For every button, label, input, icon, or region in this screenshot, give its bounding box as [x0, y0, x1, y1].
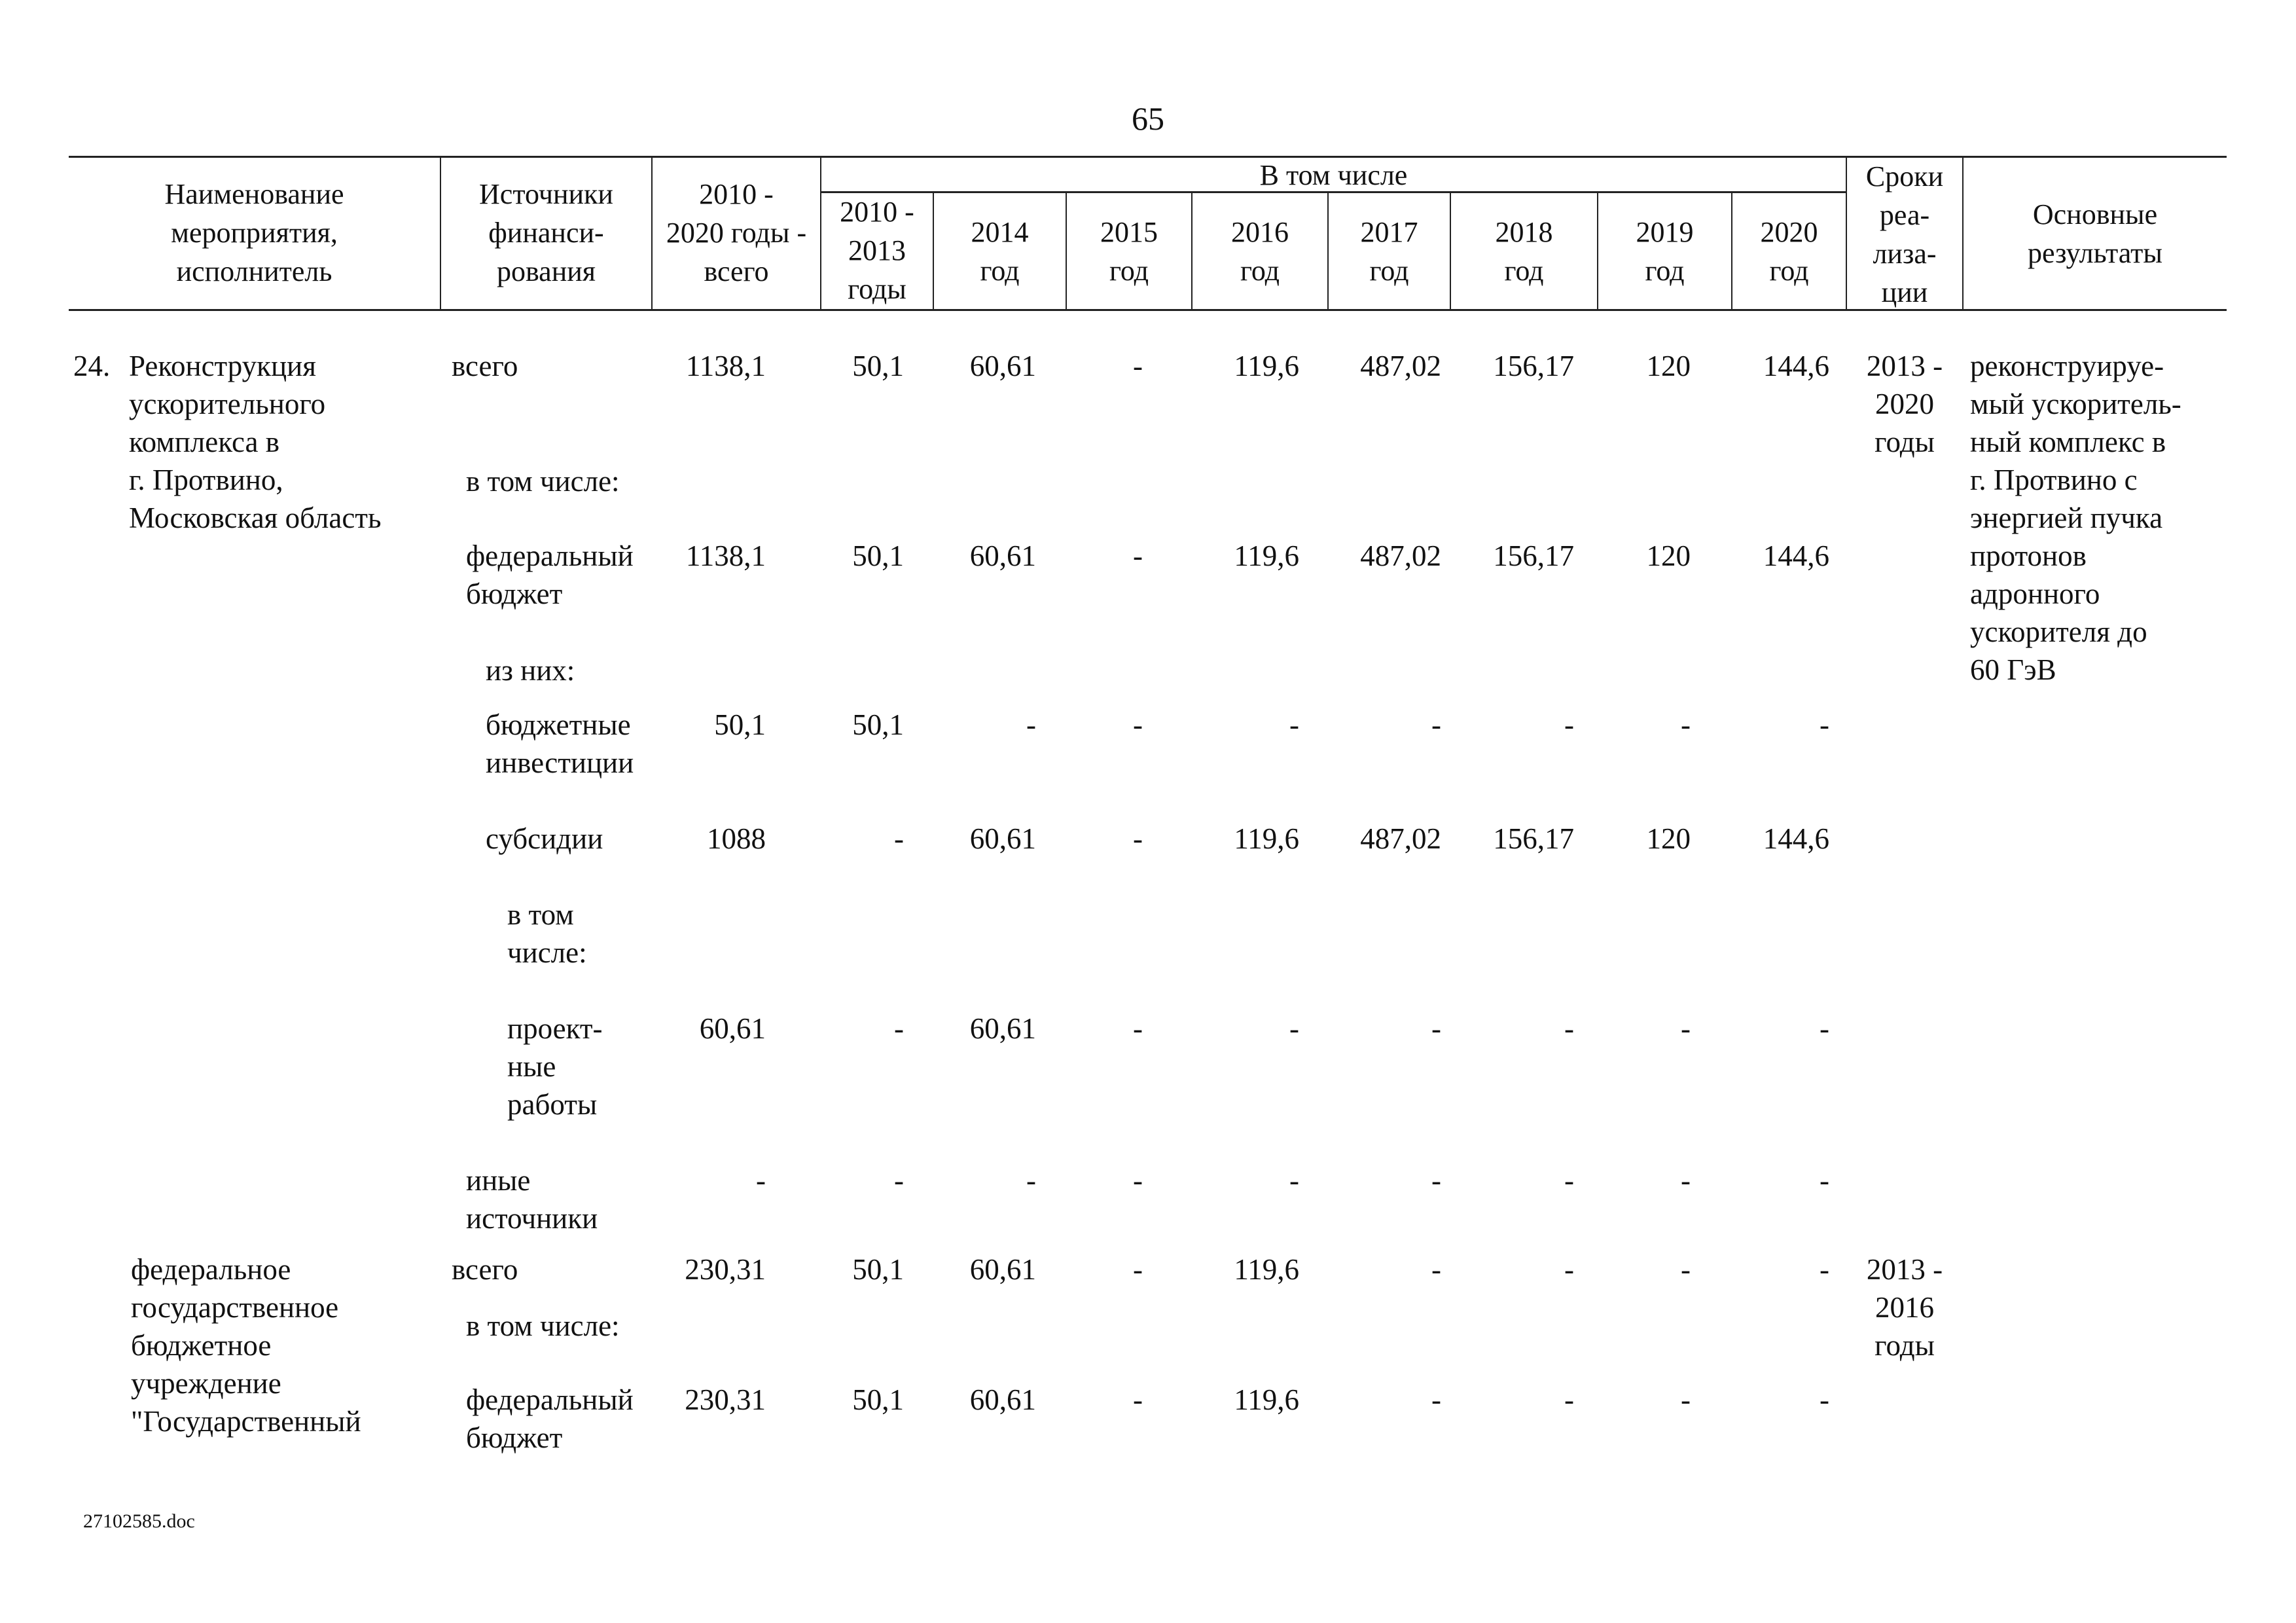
- cell-2015: -: [1133, 1253, 1143, 1286]
- cell-total: 230,31: [685, 1383, 766, 1416]
- header-sources: Источники финанси- рования: [479, 178, 613, 287]
- header-name: Наименование мероприятия, исполнитель: [164, 178, 344, 287]
- header-2014: 2014 год: [971, 216, 1029, 287]
- cell-2014: 60,61: [969, 1253, 1036, 1286]
- cell-2020: -: [1820, 1383, 1829, 1416]
- executor-name: федеральное государственное бюджетное учреждение "Государственный: [131, 1253, 361, 1438]
- cell-2015: -: [1133, 1012, 1143, 1045]
- cell-2016: 119,6: [1234, 1383, 1299, 1416]
- cell-2019: -: [1681, 1164, 1691, 1197]
- cell-2010-2013: 50,1: [852, 1253, 904, 1286]
- header-total: 2010 - 2020 годы - всего: [666, 178, 807, 287]
- item-term: 2013 - 2020 годы: [1866, 350, 1943, 458]
- cell-2017: -: [1431, 1012, 1441, 1045]
- cell-2018: 156,17: [1493, 822, 1574, 855]
- cell-2020: -: [1820, 1253, 1829, 1286]
- cell-2016: 119,6: [1234, 1253, 1299, 1286]
- cell-total: 1138,1: [685, 350, 766, 382]
- row-label: бюджетные инвестиции: [486, 708, 634, 779]
- cell-2015: -: [1133, 1164, 1143, 1197]
- cell-2016: -: [1289, 1012, 1299, 1045]
- row-label: федеральный бюджет: [466, 1383, 634, 1454]
- cell-2014: -: [1026, 708, 1036, 741]
- cell-2010-2013: 50,1: [852, 1383, 904, 1416]
- cell-2019: -: [1681, 708, 1691, 741]
- header-2017: 2017 год: [1360, 216, 1418, 287]
- row-label: из них:: [486, 654, 575, 687]
- header-2018: 2018 год: [1495, 216, 1553, 287]
- header-2020: 2020 год: [1760, 216, 1818, 287]
- cell-2019: -: [1681, 1383, 1691, 1416]
- cell-2019: 120: [1646, 539, 1691, 572]
- cell-2014: -: [1026, 1164, 1036, 1197]
- cell-total: 50,1: [714, 708, 766, 741]
- cell-2010-2013: 50,1: [852, 350, 904, 382]
- cell-2018: 156,17: [1493, 350, 1574, 382]
- row-label: субсидии: [486, 822, 603, 855]
- row-label: всего: [452, 350, 518, 382]
- cell-2010-2013: 50,1: [852, 708, 904, 741]
- row-label: федеральный бюджет: [466, 539, 634, 610]
- cell-total: 1138,1: [685, 539, 766, 572]
- cell-2017: 487,02: [1360, 822, 1441, 855]
- cell-2014: 60,61: [969, 539, 1036, 572]
- cell-total: 230,31: [685, 1253, 766, 1286]
- cell-2018: 156,17: [1493, 539, 1574, 572]
- item-number: 24.: [73, 350, 111, 382]
- cell-2019: 120: [1646, 350, 1691, 382]
- cell-2020: -: [1820, 708, 1829, 741]
- cell-2014: 60,61: [969, 1012, 1036, 1045]
- cell-2015: -: [1133, 708, 1143, 741]
- cell-2019: -: [1681, 1012, 1691, 1045]
- item-name: Реконструкция ускорительного комплекса в г. Протвино, Московская область: [129, 350, 382, 534]
- cell-2016: 119,6: [1234, 350, 1299, 382]
- header-2010-2013: 2010 - 2013 годы: [840, 196, 914, 305]
- row-label: в том числе:: [507, 898, 587, 969]
- cell-2019: -: [1681, 1253, 1691, 1286]
- header-2015: 2015 год: [1100, 216, 1158, 287]
- row-label: всего: [452, 1253, 518, 1286]
- page-number: 65: [1132, 100, 1164, 137]
- cell-total: -: [756, 1164, 766, 1197]
- cell-2017: -: [1431, 708, 1441, 741]
- cell-2017: -: [1431, 1383, 1441, 1416]
- cell-2018: -: [1564, 1164, 1574, 1197]
- row-label: проект- ные работы: [507, 1012, 603, 1121]
- cell-2017: -: [1431, 1164, 1441, 1197]
- cell-2018: -: [1564, 1012, 1574, 1045]
- header-terms: Сроки реа- лиза- ции: [1865, 160, 1944, 308]
- cell-total: 60,61: [699, 1012, 766, 1045]
- item-result: реконструируе- мый ускоритель- ный комплекс в г. Протвино с энергией пучка протонов адронного ускорителя до 60 ГэВ: [1970, 350, 2181, 686]
- cell-2014: 60,61: [969, 822, 1036, 855]
- cell-2017: -: [1431, 1253, 1441, 1286]
- cell-2020: 144,6: [1763, 822, 1829, 855]
- cell-2020: -: [1820, 1012, 1829, 1045]
- cell-2015: -: [1133, 539, 1143, 572]
- header-including: В том числе: [1259, 159, 1408, 191]
- cell-2016: -: [1289, 1164, 1299, 1197]
- cell-2016: 119,6: [1234, 822, 1299, 855]
- cell-2015: -: [1133, 1383, 1143, 1416]
- row-label: в том числе:: [466, 465, 620, 498]
- cell-2015: -: [1133, 350, 1143, 382]
- cell-2020: -: [1820, 1164, 1829, 1197]
- cell-2019: 120: [1646, 822, 1691, 855]
- cell-2015: -: [1133, 822, 1143, 855]
- cell-2010-2013: -: [894, 1012, 904, 1045]
- cell-2018: -: [1564, 1383, 1574, 1416]
- cell-2016: -: [1289, 708, 1299, 741]
- cell-2017: 487,02: [1360, 539, 1441, 572]
- cell-2016: 119,6: [1234, 539, 1299, 572]
- header-results: Основные результаты: [2028, 198, 2162, 269]
- cell-2020: 144,6: [1763, 539, 1829, 572]
- cell-2014: 60,61: [969, 1383, 1036, 1416]
- header-2019: 2019 год: [1636, 216, 1694, 287]
- cell-2018: -: [1564, 1253, 1574, 1286]
- row-label: в том числе:: [466, 1309, 620, 1342]
- cell-2010-2013: -: [894, 822, 904, 855]
- cell-total: 1088: [707, 822, 766, 855]
- cell-2010-2013: 50,1: [852, 539, 904, 572]
- executor-term: 2013 - 2016 годы: [1866, 1253, 1943, 1362]
- cell-2017: 487,02: [1360, 350, 1441, 382]
- cell-2020: 144,6: [1763, 350, 1829, 382]
- cell-2014: 60,61: [969, 350, 1036, 382]
- header-2016: 2016 год: [1231, 216, 1289, 287]
- cell-2018: -: [1564, 708, 1574, 741]
- cell-2010-2013: -: [894, 1164, 904, 1197]
- row-label: иные источники: [466, 1164, 598, 1235]
- footer-filename: 27102585.doc: [83, 1510, 195, 1532]
